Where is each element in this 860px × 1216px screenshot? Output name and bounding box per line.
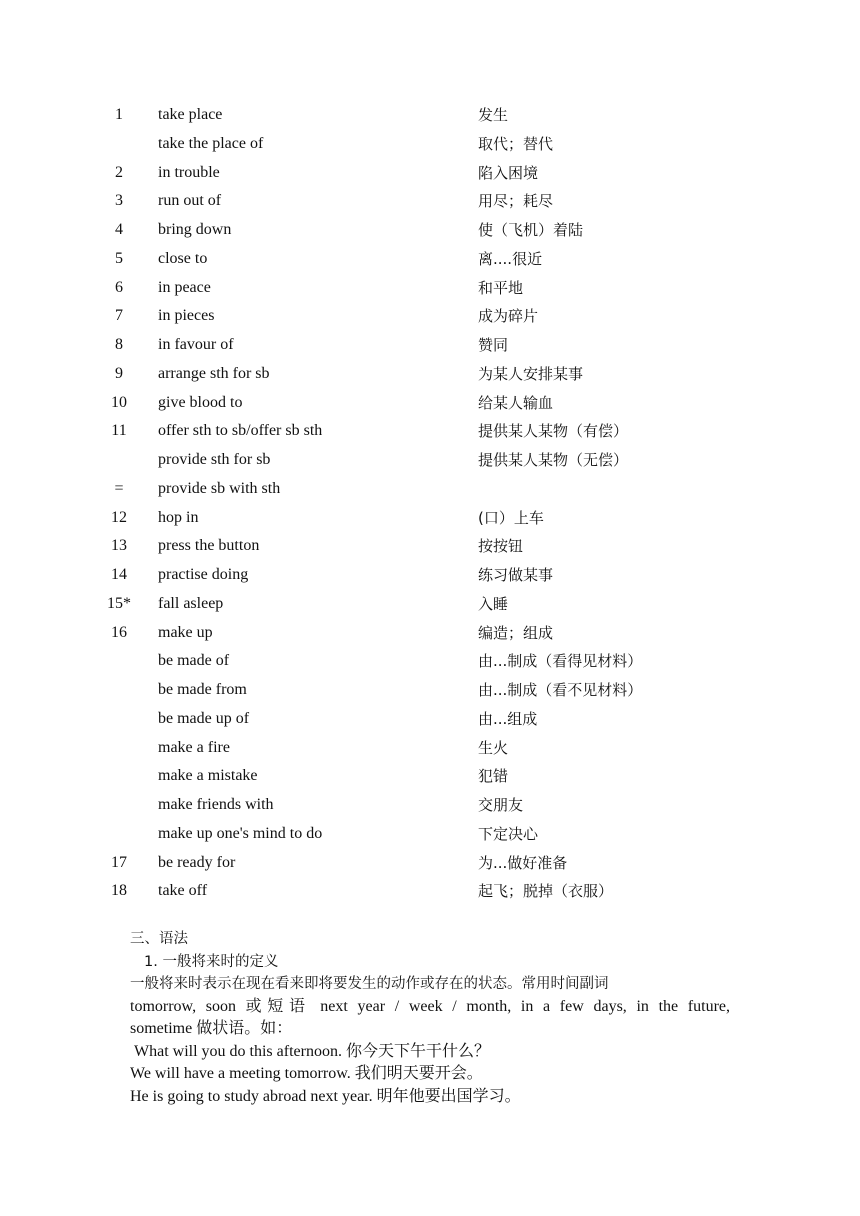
vocab-english-phrase: make up one's mind to do	[158, 824, 323, 842]
vocab-english-phrase: fall asleep	[158, 594, 224, 612]
vocab-row	[96, 302, 776, 331]
vocab-english-phrase: bring down	[158, 221, 232, 238]
vocab-number: 7	[115, 307, 123, 325]
vocab-number: 9	[115, 364, 123, 382]
vocab-row	[96, 734, 776, 763]
vocab-chinese-meaning: 使（飞机）着陆	[478, 221, 584, 239]
vocab-english-phrase: in trouble	[158, 163, 220, 181]
vocab-english-phrase: make a fire	[158, 738, 230, 756]
vocab-number: =	[114, 479, 124, 497]
vocab-chinese-meaning: 提供某人某物（无偿）	[478, 451, 629, 469]
vocab-row	[96, 187, 776, 216]
vocab-english-phrase: be made up of	[158, 709, 250, 727]
vocab-chinese-meaning: 为...做好准备	[478, 853, 568, 872]
vocab-row	[96, 101, 776, 130]
vocab-english-phrase: in peace	[158, 278, 211, 296]
vocab-english-phrase: press the button	[158, 537, 260, 555]
vocab-english-phrase: offer sth to sb/offer sb sth	[158, 422, 323, 440]
vocab-number: 11	[111, 422, 127, 440]
vocab-number: 2	[115, 163, 123, 181]
vocab-row	[96, 705, 776, 734]
example-sentence: He is going to study abroad next year. 明年他要出国学习。	[130, 1087, 521, 1105]
vocab-number: 15*	[107, 594, 131, 612]
vocab-row	[96, 762, 776, 791]
vocab-row	[96, 360, 776, 389]
vocab-row	[96, 820, 776, 849]
vocab-chinese-meaning: 为某人安排某事	[478, 364, 584, 383]
vocab-english-phrase: close to	[158, 249, 208, 267]
vocab-chinese-meaning: 编造；组成	[478, 623, 554, 642]
vocab-row	[96, 245, 776, 274]
vocab-row	[96, 791, 776, 820]
vocab-chinese-meaning: 和平地	[478, 278, 524, 297]
vocab-chinese-meaning: (口）上车	[478, 508, 544, 527]
vocab-row	[96, 561, 776, 590]
grammar-section	[130, 928, 730, 1108]
vocab-chinese-meaning: 赞同	[478, 336, 509, 354]
vocab-row	[96, 619, 776, 648]
vocab-chinese-meaning: 入睡	[478, 594, 509, 613]
vocab-english-phrase: be made of	[158, 652, 230, 670]
subsection-heading: 1. 一般将来时的定义	[144, 953, 279, 970]
vocab-chinese-meaning: 提供某人某物（有偿）	[478, 422, 629, 441]
vocab-number: 16	[111, 623, 127, 641]
vocab-number: 10	[111, 393, 127, 411]
vocab-row	[96, 331, 776, 360]
vocab-chinese-meaning: 由...制成（看不见材料）	[478, 681, 643, 699]
vocab-english-phrase: provide sb with sth	[158, 479, 281, 497]
example-sentence: We will have a meeting tomorrow. 我们明天要开会。	[130, 1065, 483, 1082]
vocab-chinese-meaning: 交朋友	[478, 796, 524, 814]
vocab-number: 13	[111, 537, 127, 555]
vocab-row	[96, 532, 776, 561]
vocab-row	[96, 417, 776, 446]
vocab-english-phrase: hop in	[158, 508, 199, 526]
vocab-chinese-meaning: 由...制成（看得见材料）	[478, 652, 643, 671]
vocabulary-table	[96, 101, 776, 906]
vocab-english-phrase: make up	[158, 623, 213, 641]
vocab-chinese-meaning: 生火	[478, 738, 509, 757]
vocab-row	[96, 130, 776, 159]
example-sentence: What will you do this afternoon. 你今天下午干什么？	[134, 1042, 490, 1060]
definition-text-line-1: 一般将来时表示在现在看来即将要发生的动作或存在的状态。常用时间副词	[130, 976, 609, 992]
vocab-chinese-meaning: 离....很近	[478, 249, 543, 268]
vocab-english-phrase: give blood to	[158, 393, 243, 411]
vocab-english-phrase: in pieces	[158, 307, 215, 325]
vocab-chinese-meaning: 成为碎片	[478, 307, 539, 326]
vocab-chinese-meaning: 给某人输血	[478, 393, 554, 412]
vocab-number: 8	[115, 336, 123, 353]
vocab-row	[96, 446, 776, 475]
definition-text-line-2: tomorrow, soon 或短语 next year / week / month, in a few days, in the future,	[130, 997, 730, 1015]
vocab-chinese-meaning: 犯错	[478, 767, 509, 786]
vocab-row	[96, 475, 776, 504]
vocab-chinese-meaning: 陷入困境	[478, 163, 539, 182]
vocab-english-phrase: in favour of	[158, 336, 234, 353]
vocab-row	[96, 216, 776, 245]
vocab-english-phrase: take the place of	[158, 134, 264, 152]
vocab-row	[96, 877, 776, 906]
vocab-row	[96, 389, 776, 418]
vocab-row	[96, 159, 776, 188]
vocab-english-phrase: be ready for	[158, 853, 236, 871]
vocab-row	[96, 676, 776, 705]
vocab-row	[96, 849, 776, 878]
vocab-number: 18	[111, 882, 127, 900]
vocab-row	[96, 647, 776, 676]
vocab-english-phrase: make a mistake	[158, 767, 258, 785]
vocab-row	[96, 590, 776, 619]
vocab-chinese-meaning: 取代；替代	[478, 134, 554, 153]
vocab-chinese-meaning: 用尽；耗尽	[478, 192, 554, 211]
vocab-chinese-meaning: 下定决心	[478, 824, 539, 843]
vocab-chinese-meaning: 由...组成	[478, 709, 538, 728]
vocab-number: 3	[115, 192, 123, 210]
vocab-chinese-meaning: 练习做某事	[478, 566, 554, 584]
vocab-english-phrase: practise doing	[158, 566, 249, 583]
vocab-english-phrase: take place	[158, 106, 223, 123]
vocab-number: 1	[115, 106, 123, 123]
vocab-chinese-meaning: 按按钮	[478, 537, 524, 556]
vocab-english-phrase: take off	[158, 882, 208, 900]
vocab-row	[96, 274, 776, 303]
vocab-number: 6	[115, 278, 123, 296]
vocab-english-phrase: run out of	[158, 192, 222, 210]
vocab-english-phrase: arrange sth for sb	[158, 364, 270, 382]
vocab-number: 12	[111, 508, 127, 526]
vocab-chinese-meaning: 起飞；脱掉（衣服）	[478, 882, 614, 901]
vocab-english-phrase: provide sth for sb	[158, 451, 271, 468]
definition-text-line-3: sometime 做状语。如：	[130, 1020, 293, 1037]
vocab-number: 14	[111, 566, 127, 583]
section-heading: 三、语法	[130, 931, 188, 947]
vocab-number: 5	[115, 249, 123, 267]
vocab-chinese-meaning: 发生	[478, 106, 509, 124]
vocab-row	[96, 504, 776, 533]
vocab-number: 17	[111, 853, 127, 871]
vocab-english-phrase: make friends with	[158, 796, 274, 813]
vocab-english-phrase: be made from	[158, 681, 247, 698]
vocab-number: 4	[115, 221, 123, 238]
